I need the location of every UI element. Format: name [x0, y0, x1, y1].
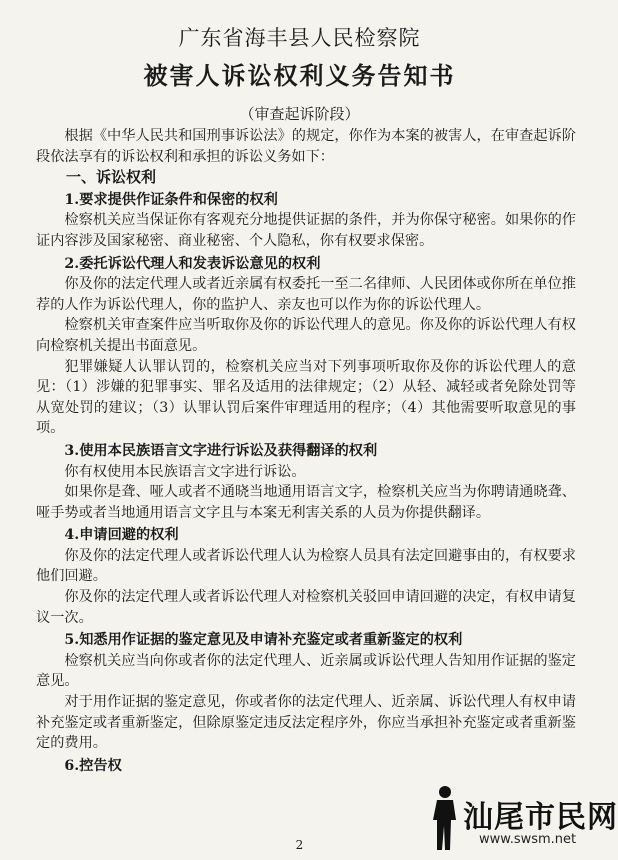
paragraph: 你及你的法定代理人或者近亲属有权委托一至二名律师、人民团体或你所在单位推荐的人作为诉讼代理人，你的监护人、亲友也可以作为你的诉讼代理人。	[36, 276, 576, 313]
right-heading-4: 4.申请回避的权利	[64, 527, 179, 544]
issuing-organization: 广东省海丰县人民检察院	[178, 26, 421, 50]
paragraph: 你及你的法定代理人或者诉讼代理人对检察机关驳回申请回避的决定，有权申请复议一次。	[36, 589, 576, 626]
paragraph: 如果你是聋、哑人或者不通晓当地通用语言文字，检察机关应当为你聘请通晓聋、哑手势或者当地通用语言文字且与本案无利害关系的人员为你提供翻译。	[36, 484, 576, 521]
document-body	[36, 126, 576, 776]
right-heading-2: 2.委托诉讼代理人和发表诉讼意见的权利	[64, 255, 321, 272]
paragraph: 你及你的法定代理人或者诉讼代理人认为检察人员具有法定回避事由的，有权要求他们回避。	[36, 547, 576, 585]
page-number: 2	[295, 838, 304, 852]
intro-paragraph: 根据《中华人民共和国刑事诉讼法》的规定，你作为本案的被害人，在审查起诉阶段依法享有的诉讼权利和承担的诉讼义务如下：	[36, 128, 576, 165]
site-watermark	[423, 784, 618, 854]
watermark-url: www.swsm.net	[479, 832, 577, 847]
paragraph: 检察机关应当保证你有客观充分地提供证据的条件，并为你保守秘密。如果你的作证内容涉及国家秘密、商业秘密、个人隐私，你有权要求保密。	[36, 212, 576, 249]
paragraph: 检察机关应当向你或者你的法定代理人、近亲属或诉讼代理人告知用作证据的鉴定意见。	[36, 652, 576, 690]
paragraph: 对于用作证据的鉴定意见，你或者你的法定代理人、近亲属、诉讼代理人有权申请补充鉴定或者重新鉴定，但除原鉴定违反法定程序外，你应当承担补充鉴定或者重新鉴定的费用。	[36, 694, 576, 752]
right-heading-6: 6.控告权	[64, 757, 122, 774]
right-heading-1: 1.要求提供作证条件和保密的权利	[64, 191, 278, 208]
paragraph: 检察机关审查案件应当听取你及你的诉讼代理人的意见。你及你的诉讼代理人有权向检察机关提出书面意见。	[36, 317, 576, 354]
right-heading-3: 3.使用本民族语言文字进行诉讼及获得翻译的权利	[64, 442, 378, 459]
watermark-brand: 汕尾市民网	[463, 800, 618, 835]
right-heading-5: 5.知悉用作证据的鉴定意见及申请补充鉴定或者重新鉴定的权利	[64, 632, 463, 649]
person-silhouette-icon	[423, 784, 463, 852]
document-title: 被害人诉讼权利义务告知书	[143, 61, 456, 90]
paragraph: 你有权使用本民族语言文字进行诉讼。	[64, 463, 306, 480]
section-heading-rights: 一、诉讼权利	[66, 168, 157, 187]
paragraph: 犯罪嫌疑人认罪认罚的，检察机关应当对下列事项听取你及你的诉讼代理人的意见：（1）涉嫌的犯罪事实、罪名及适用的法律规定；（2）从轻、减轻或者免除处罚等从宽处罚的建议；（3）认罪认罚后案件审理适用的程序；（4）其他需要听取意见的事项。	[36, 358, 576, 437]
procedure-stage: （审查起诉阶段）	[239, 105, 360, 123]
